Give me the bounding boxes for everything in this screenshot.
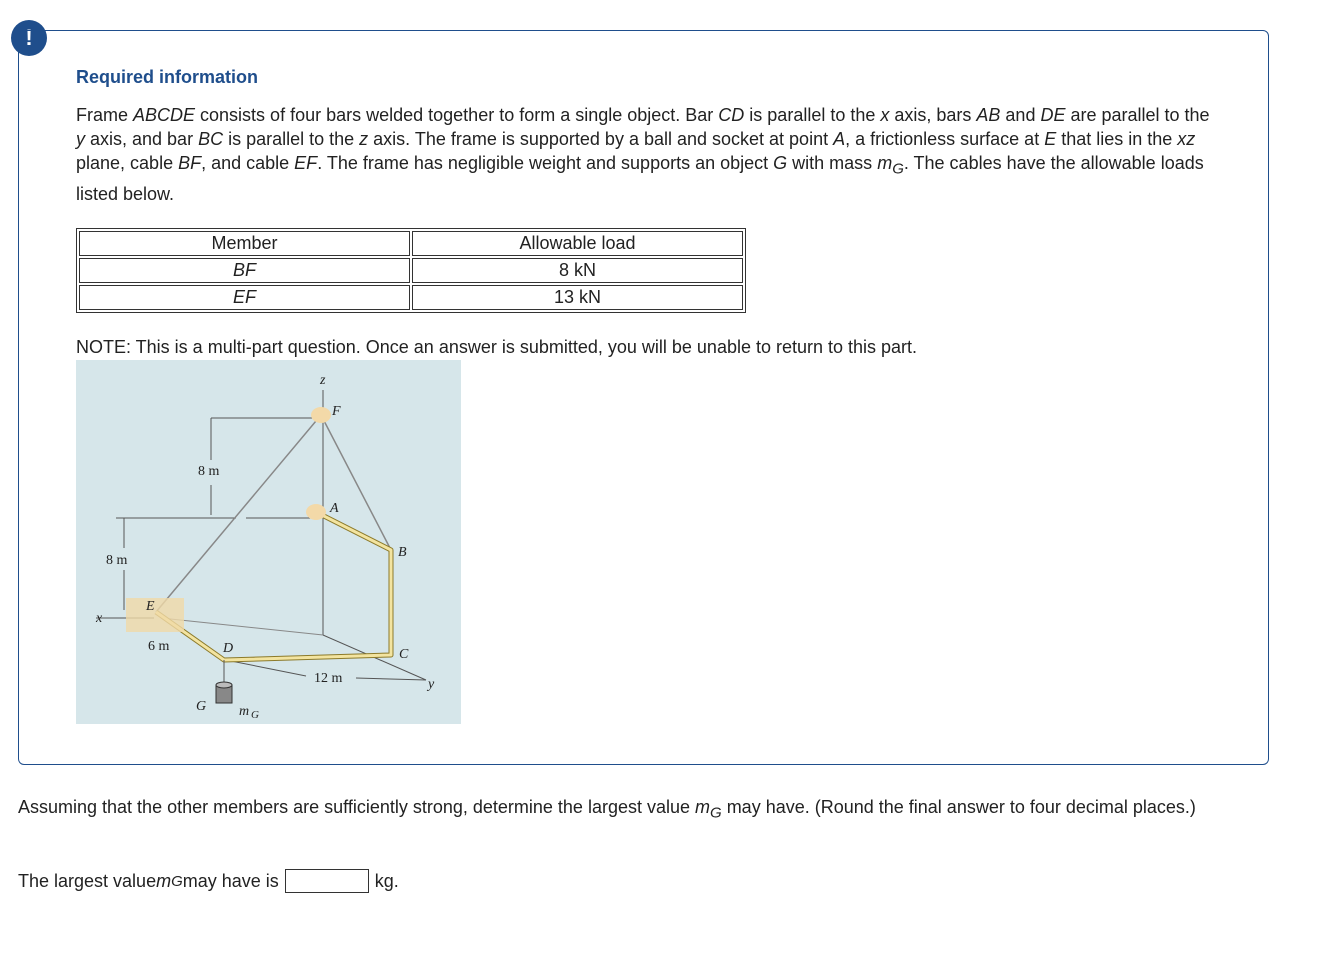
table-cell: BF: [79, 258, 410, 283]
multipart-note: NOTE: This is a multi-part question. Once an answer is submitted, you will be unable to return to this part.: [76, 337, 918, 357]
label-g: G: [196, 699, 207, 714]
alert-icon: !: [11, 20, 47, 56]
answer-m: m: [156, 870, 172, 891]
label-b: B: [398, 545, 407, 560]
label-a: A: [330, 501, 339, 516]
label-f: F: [332, 404, 341, 419]
allowable-load-table: [76, 228, 746, 313]
label-dim-left: 8 m: [106, 553, 128, 568]
dim-12-line: [226, 660, 306, 676]
header-member: Member: [79, 231, 410, 256]
label-y: y: [428, 677, 435, 692]
table-header-row: [79, 231, 743, 256]
frame-figure: [76, 360, 461, 724]
label-dim-12: 12 m: [314, 671, 343, 686]
header-allowable-load: Allowable load: [412, 231, 743, 256]
answer-line: [18, 869, 399, 893]
frame-diagram: [76, 360, 461, 724]
label-c: C: [399, 647, 409, 662]
support-f: [311, 407, 331, 423]
info-title: Required information: [76, 67, 259, 87]
table-cell: 8 kN: [412, 258, 743, 283]
surface-e: [126, 598, 184, 632]
label-d: D: [223, 641, 234, 656]
support-a: [306, 504, 326, 520]
label-mg-sub: G: [251, 709, 259, 721]
label-x: x: [96, 611, 103, 626]
label-dim-top: 8 m: [198, 464, 220, 479]
label-dim-6: 6 m: [148, 639, 170, 654]
table-cell: EF: [79, 285, 410, 310]
label-mg-m: m: [239, 704, 250, 719]
required-info-box: [18, 30, 1269, 765]
label-e: E: [146, 599, 155, 614]
table-cell: 13 kN: [412, 285, 743, 310]
answer-sub: G: [171, 872, 183, 890]
cable-ef: [156, 415, 321, 612]
question-text: Assuming that the other members are sufficiently strong, determine the largest value $m_G$ may have. (Round the final answer to four decimal places.): [18, 797, 1196, 822]
table-row: [79, 258, 743, 283]
label-z: z: [320, 373, 326, 388]
table-row: [79, 285, 743, 310]
answer-prefix: The largest value: [18, 870, 157, 891]
answer-unit: kg.: [374, 870, 399, 891]
answer-mid: may have is: [182, 870, 279, 891]
answer-input[interactable]: [285, 869, 369, 893]
problem-statement: Frame ABCDE consists of four bars welded together to form a single object. Bar CD is parallel to the x axis, bars AB and DE are parallel to the y axis, and bar BC is parallel to the z axis. The frame is supported by a ball and socket at point A, a frictionless surface at E that lies in the xz plane, cable BF, and cable EF. The frame has negligible weight and supports an object G with mass $m_G$. The cables have the allowable loads listed below.: [76, 105, 1210, 204]
